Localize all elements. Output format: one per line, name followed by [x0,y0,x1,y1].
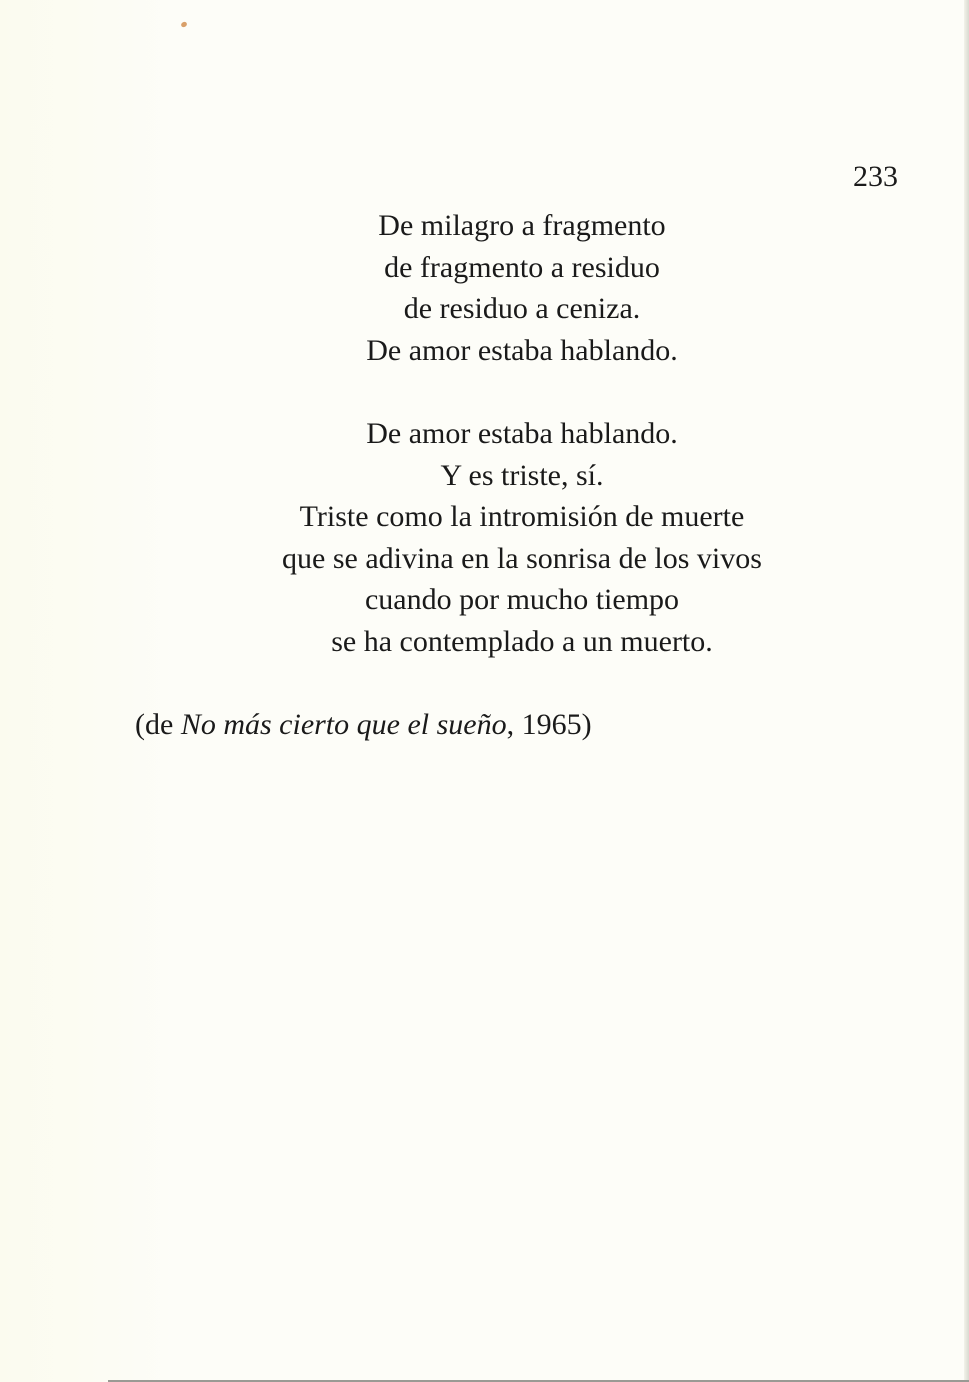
poem-line: que se adivina en la sonrisa de los vivos [282,541,762,575]
source-suffix: , 1965) [506,708,592,741]
scan-shading [0,0,180,1382]
page-number: 233 [853,160,898,193]
source-prefix: (de [135,708,181,741]
poem-line: De milagro a fragmento [378,209,666,242]
poem-line: Triste como la intromisión de muerte [299,500,745,534]
poem-stanza-2 [180,413,864,663]
poem-stanza-1 [180,205,864,371]
poem-line: de residuo a ceniza. [403,292,641,326]
poem-line: de fragmento a residuo [384,250,660,284]
source-book-title: No más cierto que el sueño [180,708,507,741]
ink-speck [180,21,188,28]
page-edge [964,0,969,1382]
source-citation [135,705,592,745]
poem-line: De amor estaba hablando. [366,333,678,367]
poem-line: cuando por mucho tiempo [364,583,680,617]
poem-line: De amor estaba hablando. [366,417,678,450]
poem-line: se ha contemplado a un muerto. [331,624,713,658]
poem-line: Y es triste, sí. [440,458,604,492]
